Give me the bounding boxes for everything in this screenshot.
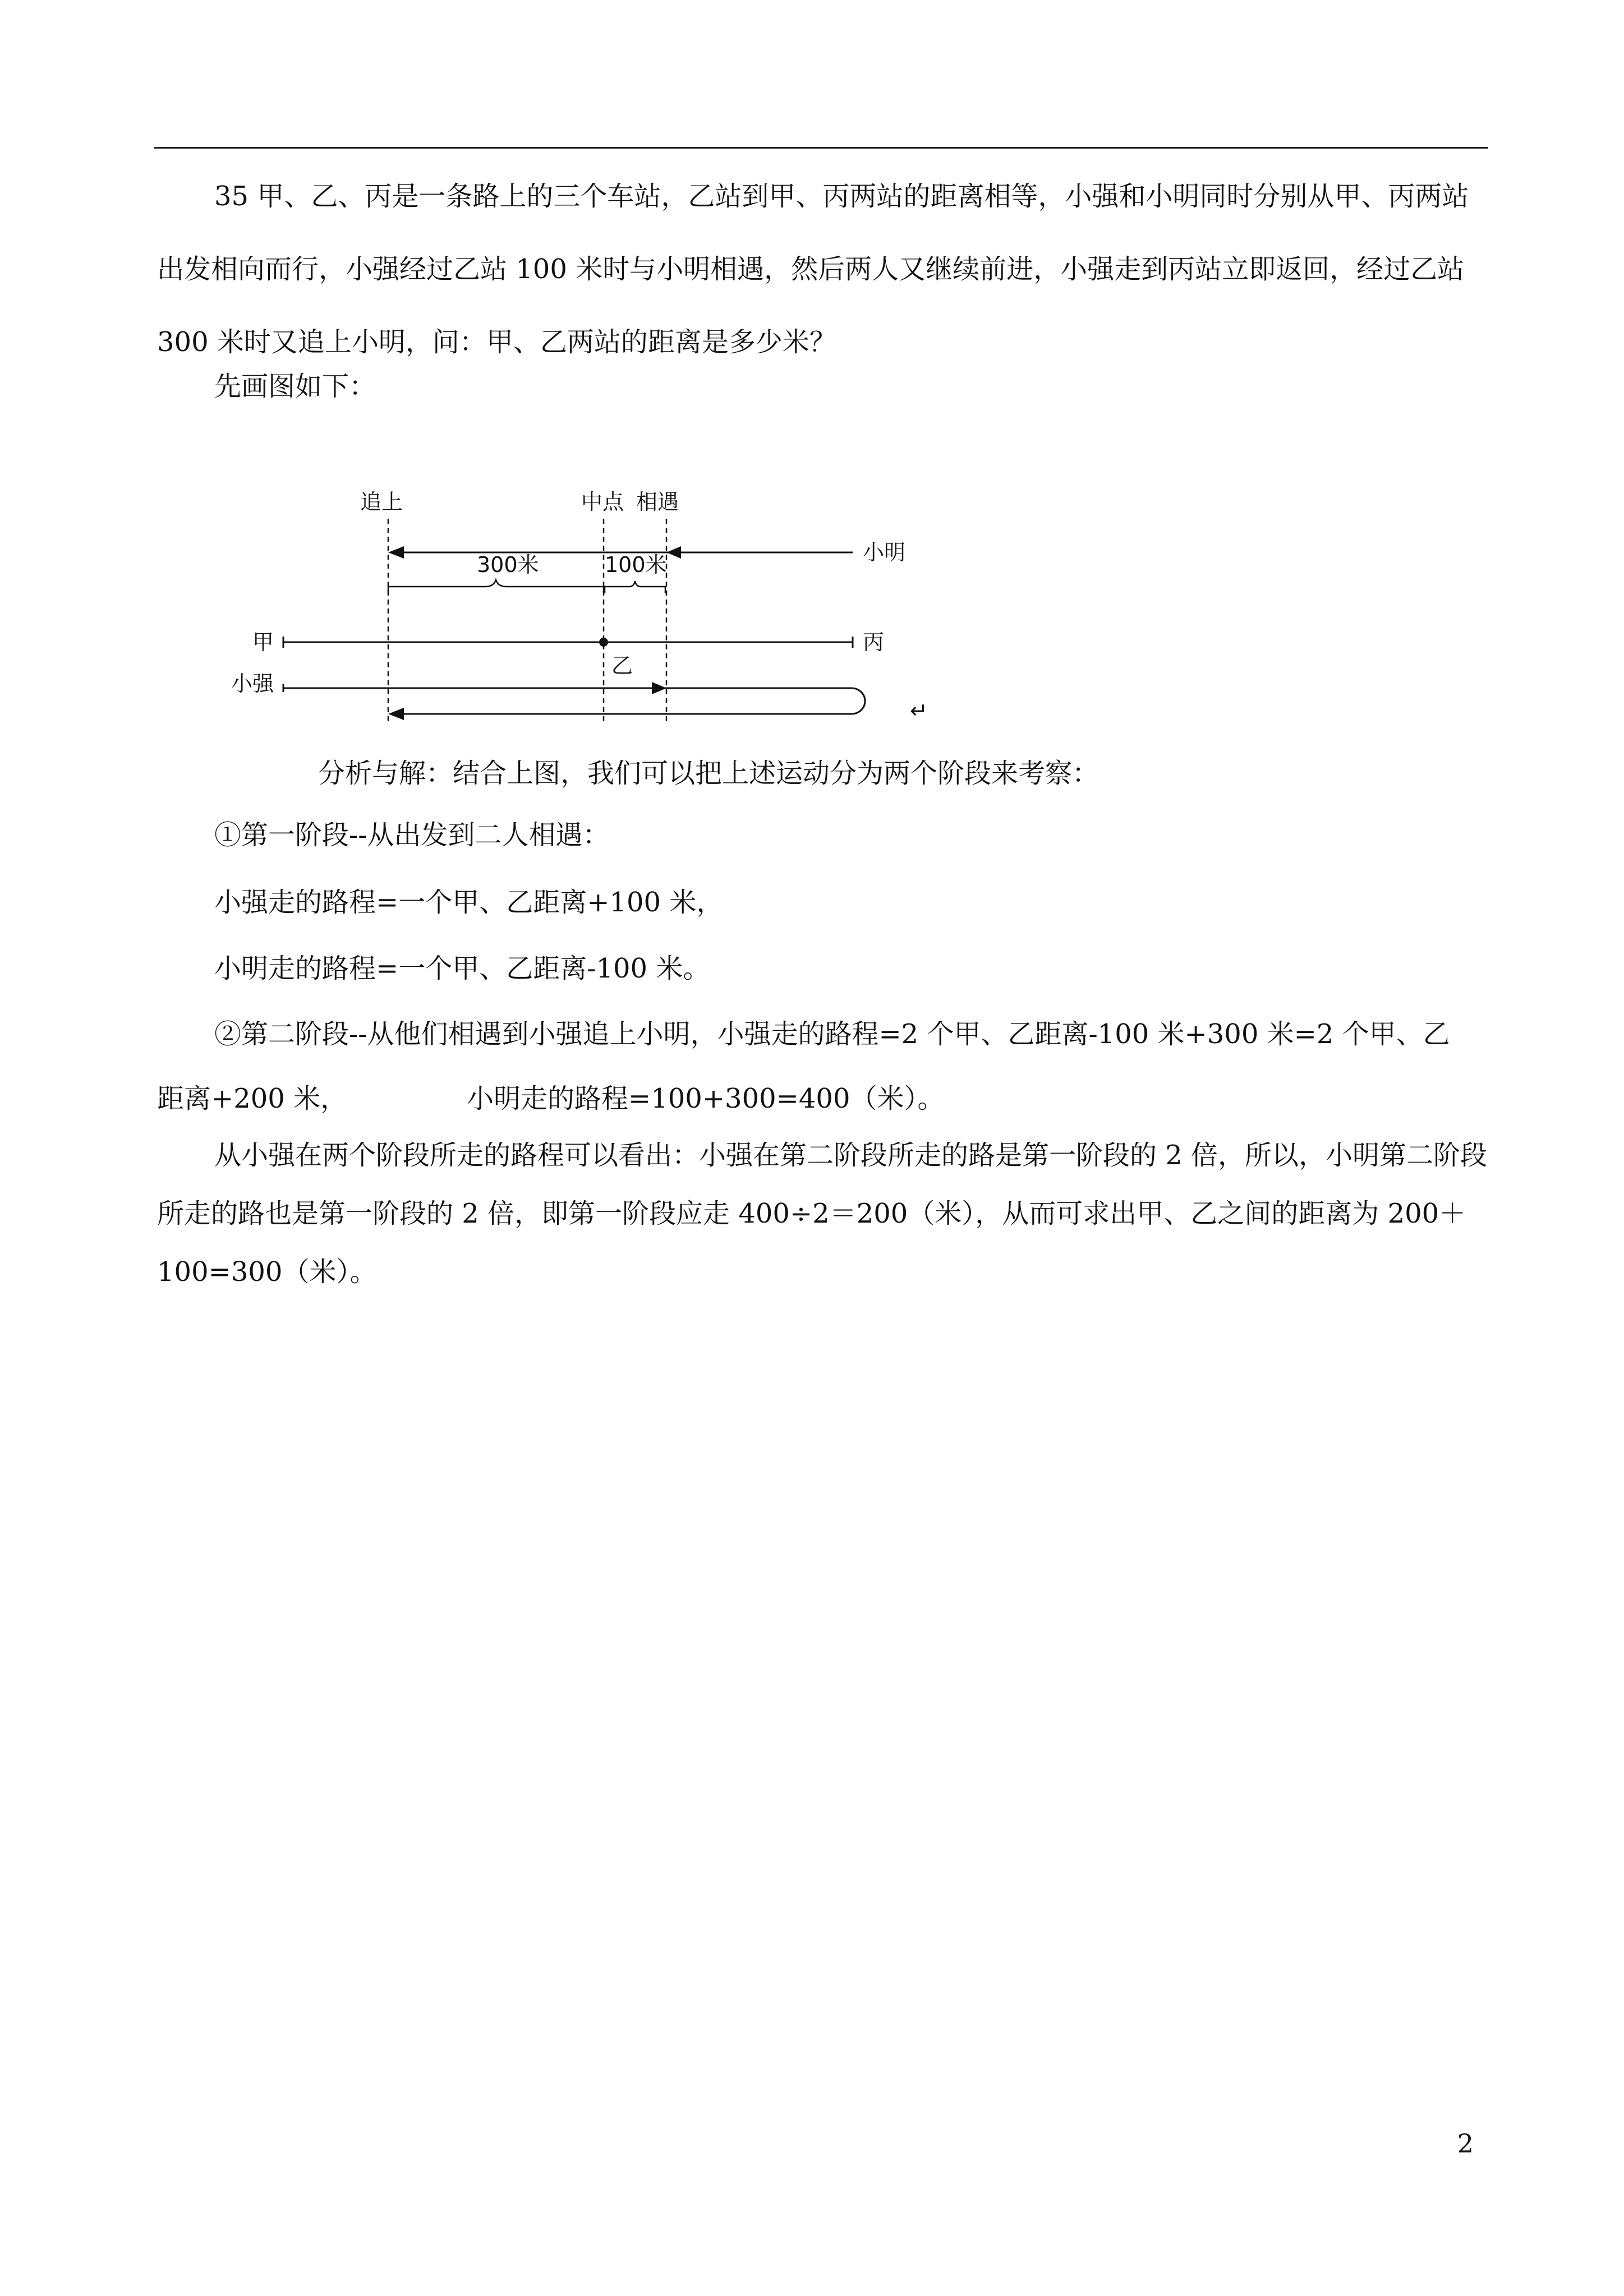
label-xiaoqiang: 小强 <box>231 671 274 696</box>
stage2-line1: ②第二阶段--从他们相遇到小强追上小明，小强走的路程=2 个甲、乙距离-100 米+300 米=2 个甲、乙 <box>214 1018 1450 1050</box>
label-meet: 相遇 <box>636 490 679 514</box>
header-rule <box>154 147 1488 149</box>
stage2-line2a: 距离+200 米， <box>157 1083 348 1114</box>
intro-line: 先画图如下： <box>214 371 376 402</box>
xiaoqiang-arrowhead-meet <box>652 682 666 694</box>
stage1-xiaoming: 小明走的路程=一个甲、乙距离-100 米。 <box>214 953 710 984</box>
label-catchup: 追上 <box>360 490 403 514</box>
return-mark: ↵ <box>910 698 928 723</box>
label-yi: 乙 <box>611 653 633 678</box>
station-yi-dot <box>599 638 608 647</box>
label-midpoint: 中点 <box>581 490 624 514</box>
stage1-title: ①第一阶段--从出发到二人相遇： <box>214 819 610 851</box>
label-xiaoming: 小明 <box>863 540 906 565</box>
brace-300 <box>388 580 604 593</box>
page-number: 2 <box>1457 2128 1474 2159</box>
conclusion-paragraph: 从小强在两个阶段所走的路程可以看出：小强在第二阶段所走的路是第一阶段的 2 倍，所以，小明第二阶段所走的路也是第一阶段的 2 倍，即第一阶段应走 400÷2＝200（米），从而可求出甲、乙之间的距离为 200＋100=300（米）。 <box>157 1140 1488 1288</box>
label-jia: 甲 <box>252 630 274 654</box>
xiaoqiang-path <box>283 688 865 714</box>
stage1-xiaoqiang: 小强走的路程=一个甲、乙距离+100 米， <box>214 887 724 918</box>
xiaoming-arrowhead-meet <box>666 546 681 559</box>
xiaoqiang-arrowhead-catchup <box>388 708 404 720</box>
label-100: 100米 <box>605 552 667 577</box>
brace-100 <box>605 581 665 593</box>
xiaoming-arrowhead-catchup <box>388 546 404 559</box>
label-300: 300米 <box>477 552 539 577</box>
problem-statement: 35 甲、乙、丙是一条路上的三个车站，乙站到甲、丙两站的距离相等，小强和小明同时分别从甲、丙两站出发相向而行，小强经过乙站 100 米时与小明相遇，然后两人又继续前进，小强走到丙站立即返回，经过乙站 300 米时又追上小明，问：甲、乙两站的距离是多少米？ <box>157 181 1469 358</box>
stage2-line2b: 小明走的路程=100+300=400（米）。 <box>467 1083 945 1114</box>
label-bing: 丙 <box>863 630 885 654</box>
analysis-intro: 分析与解：结合上图，我们可以把上述运动分为两个阶段来考察： <box>318 758 1099 789</box>
motion-diagram <box>196 477 959 735</box>
